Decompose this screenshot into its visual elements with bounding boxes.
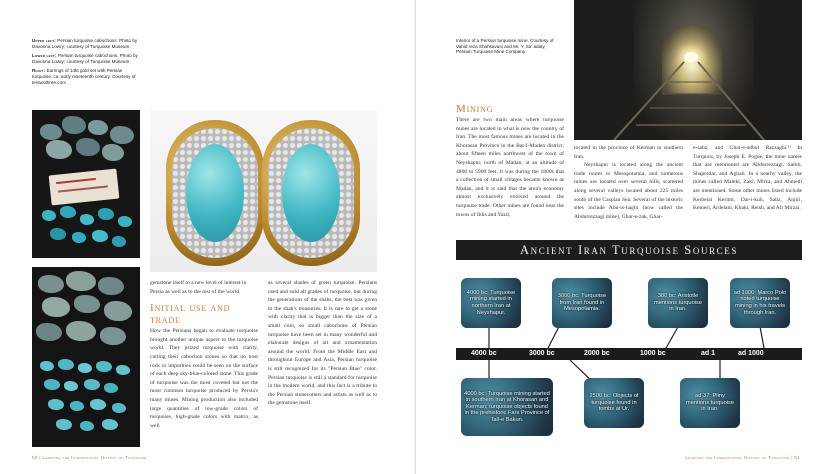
paragraph-mining-2b: Neyshapur is located along the ancient trade routes to Mesopotamia, and numerous mines are located over several hills, scattered along several valleys located about 225 miles south of the Caspian Sea. Several of the historic sites include Abu-is-haghi (now called the Abdurrezzagi mine), Ghar-e-zak, Ghar- [574, 162, 683, 220]
paragraph-mining-3: e-sabz, and Ghar-e-adbul Razzaghi.¹¹ In Turquois, by Joseph E. Pogue, the mine names that are mentioned are Abdurrezzagi, Sarkh, Shaperdar, and Aghali. In a nearby valley, the mines called Maleki, Zaki, Mirza, and Ahmedi are mentioned. Some other mines listed include Kerbelai Kerimi, Dar-i-kuh, Sabz, Anjiri, Kemeri, Ardelani, Khaki, Reish, and Ali Mirzai. [693, 145, 802, 212]
caption-right: Right: Earrings of 14kt gold set with Persian turquoise, ca. early nineteenth century. Courtesy of tentwothree.com [32, 68, 136, 85]
event-4000bc-south: 4000 bc: Turquoise mining started in southern Iran at Khorasan and Kerman; turquoise objects found in the prehistoric Fars Province of Tall-e Bakun. [461, 378, 553, 436]
timeline-title: Ancient Iran Turquoise Sources [456, 240, 802, 260]
tick-3000bc: 3000 bc [529, 350, 555, 357]
paragraph-initial-use: How the Persians began to evaluate turquoise brought another unique aspect to the turquoise world. They prized turquoise with clarity, cutting their cabochon stones so that no host rock or impurities could be seen on the surface of each deep sky-blue-colored stone. This grade of turquoise was the most coveted but not the most common turquoise produced by Persia's many mines. Mining production also included large quantities of low-grade colors of turquoise, high-grade colors with matrix, as well [150, 328, 258, 429]
text-column-mining-3 [693, 144, 802, 213]
paragraph-mining-2a: located in the province of Kerman in southern Iran. [574, 145, 683, 160]
footer-right: Learning the International History of Turquoise | 51 [685, 455, 800, 460]
page-number-right: 51 [794, 455, 800, 460]
running-title-right: Learning the International History of Turquoise [685, 455, 790, 460]
event-380bc: 380 bc: Aristotle mentions turquoise in Iran. [648, 278, 708, 328]
paragraph-intro: gemstone itself to a new level of interest in Persia as well as to the rest of the world. [150, 280, 247, 295]
event-2500bc: 2500 bc: Objects of turquoise found in tombs at Ur. [584, 378, 644, 428]
page-number: 50 [32, 455, 38, 460]
caption-mine: Interior of a Persian turquoise mine. Courtesy of Vahid reza Shahsavani and Mr. Y. Sa' adaty, Persian Turquoise Mine Company. [456, 38, 554, 55]
captions-block [32, 38, 142, 85]
event-4000bc-north: 4000 bc: Turquoise mining started in northern Iran at Neyshapur. [461, 278, 521, 328]
right-page [416, 0, 832, 474]
footer-left: 50 | Learning the International History of Turquoise [32, 455, 147, 460]
text-column-mining-1 [456, 103, 564, 219]
tick-1000bc: 1000 bc [640, 350, 666, 357]
text-column-2 [268, 279, 377, 408]
tick-ad1: ad 1 [701, 350, 716, 357]
tick-2000bc: 2000 bc [584, 350, 610, 357]
text-column-mining-2 [574, 144, 683, 221]
photo-mine-interior [574, 0, 802, 140]
paragraph-grades: as several shades of green turquoise. Persians used and sold all grades of turquoise, but during the generations of the shahs, the best was given to the shah's treasuries. It is rare to get a stone with clarity that is bigger than the size of a small coin, so small cabochons of Persian turquoise have been set in many wonderful and elaborate designs of art and ornamentation around the world. From the Middle East and throughout Europe and Asia, Persian turquoise is still recognized for its "Persian Blue" color. Persian turquoise is still a standard for turquoise in the modern world, and this fact is a tribute to the Persian stonecutters and artists as well as to the gemstone itself. [268, 280, 377, 407]
section-heading-initial-use: Initial use and trade [150, 302, 231, 327]
event-ad37: ad 37: Pliny mentions turquoise in Iran. [680, 378, 740, 428]
running-title: Learning the International History of Turquoise [42, 455, 147, 460]
text-column-1 [150, 279, 258, 430]
event-3000bc: 3000 bc: Turquoise from Iran found in Mesopotamia. [552, 278, 612, 328]
photo-cabochons-lower [32, 267, 140, 447]
caption-lower-left: Lower left: Persian turquoise cabochons. Photo by Davonna Lowry; courtesy of Turquoise Museum. [32, 53, 138, 64]
tick-4000bc: 4000 bc [471, 350, 497, 357]
section-heading-mining: Mining [456, 103, 494, 115]
photo-cabochons-upper [32, 110, 140, 258]
tick-ad1000: ad 1000 [738, 350, 764, 357]
photo-earrings [150, 110, 377, 272]
paragraph-mining-1: There are two main areas where turquoise mines are located in what is now the country of Iran. The most famous mines are located in the Khorasan Province in the Bar-I-Maden district, about fifteen miles northwest of the town of Neyshapur, north of Madan, at an altitude of 4800 to 5900 feet. It was during the 1800s that a collection of small villages became known as Madan, and it is said that the area's economy almost exclusively evolved around the turquoise trade. Other mines are found near the towns of Iblis and Yazd, [456, 117, 564, 218]
event-ad1000: ad 1000: Marco Polo noted turquoise mining in his travels through Iran. [730, 278, 790, 328]
caption-upper-left: Upper left: Persian turquoise cabochons. Photo by Davonna Lowry; courtesy of Turquoise Museum. [32, 38, 138, 49]
